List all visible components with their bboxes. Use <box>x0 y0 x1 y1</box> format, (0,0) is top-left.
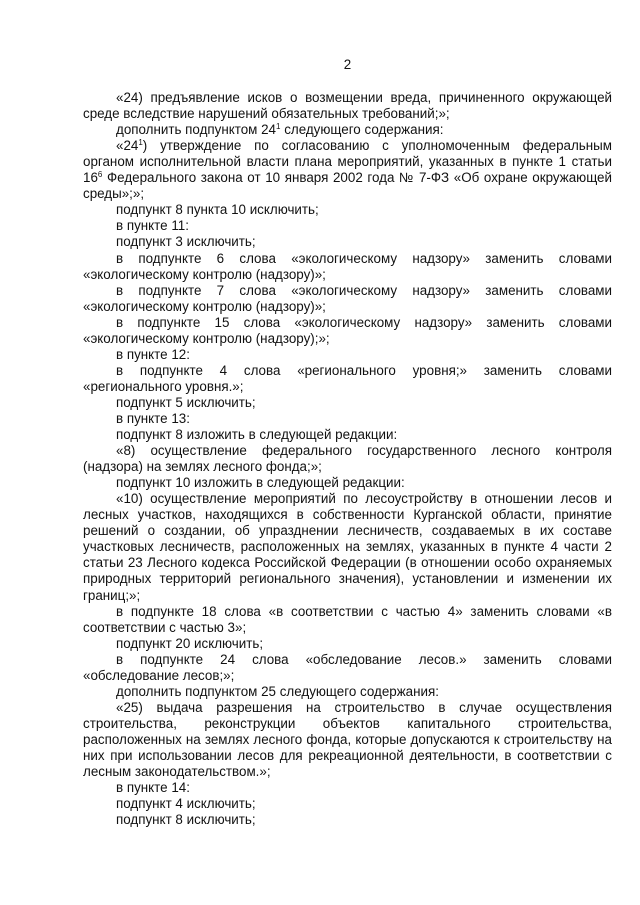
paragraph-text: Федерального закона от 10 января 2002 года № 7-ФЗ «Об охране окружающей среды»;»; <box>83 170 612 202</box>
superscript: 6 <box>97 170 103 180</box>
document-body <box>83 90 612 828</box>
paragraph-text: подпункт 8 изложить в следующей редакции: <box>116 427 398 443</box>
paragraph <box>83 796 612 812</box>
paragraph-text: в подпункте 7 слова «экологическому надзору» заменить словами «экологическому контролю (надзору)»; <box>83 282 612 314</box>
paragraph <box>83 411 612 427</box>
paragraph-text: в пункте 13: <box>116 410 190 426</box>
paragraph <box>83 491 612 603</box>
paragraph-text: подпункт 8 пункта 10 исключить; <box>116 202 319 218</box>
paragraph <box>83 363 612 395</box>
paragraph <box>83 604 612 636</box>
paragraph-text: «8) осуществление федерального государственного лесного контроля (надзора) на землях лесного фонда;»; <box>83 443 612 475</box>
paragraph-text: в подпункте 15 слова «экологическому надзору» заменить словами «экологическому контролю (надзору);»; <box>83 314 612 346</box>
paragraph-text: в подпункте 18 слова «в соответствии с частью 4» заменить словами «в соответствии с частью 3»; <box>83 603 612 635</box>
paragraph-text: дополнить подпунктом 25 следующего содержания: <box>116 683 439 699</box>
paragraph-text: подпункт 8 исключить; <box>116 812 256 828</box>
superscript: 1 <box>138 138 143 148</box>
paragraph <box>83 138 612 202</box>
paragraph-text: в пункте 12: <box>116 346 190 362</box>
paragraph-text: «24 <box>116 138 139 154</box>
paragraph <box>83 636 612 652</box>
paragraph <box>83 812 612 828</box>
paragraph-text: подпункт 10 изложить в следующей редакции: <box>116 475 405 491</box>
paragraph-text: ) утверждение по согласованию с уполномоченным федеральным органом исполнительной власти плана мероприятий, указанных в пункте 1 статьи 16 <box>83 138 612 186</box>
paragraph <box>83 347 612 363</box>
paragraph-text: в пункте 11: <box>116 218 189 234</box>
paragraph <box>83 427 612 443</box>
paragraph <box>83 684 612 700</box>
paragraph <box>83 251 612 283</box>
paragraph <box>83 475 612 491</box>
paragraph-text: «24) предъявление исков о возмещении вреда, причиненного окружающей среде вследствие нарушений обязательных требований;»; <box>83 90 612 122</box>
paragraph <box>83 283 612 315</box>
paragraph-text: «10) осуществление мероприятий по лесоустройству в отношении лесов и лесных участков, находящихся в собственности Курганской области, принятие решений о создании, об упразднении лесничеств, создаваемых в их составе участковых лесничеств, расположенных на землях, указанных в пункте 4 части 2 статьи 23 Лесного кодекса Российской Федерации (в отношении особо охраняемых природных территорий регионального значения), установлении и изменении их границ;»; <box>83 491 612 603</box>
paragraph <box>83 234 612 250</box>
paragraph <box>83 90 612 122</box>
paragraph <box>83 780 612 796</box>
paragraph-text: «25) выдача разрешения на строительство в случае осуществления строительства, реконструкции объектов капитального строительства, расположенных на землях лесного фонда, которые допускаются к строительству на них при использовании лесов для рекреационной деятельности, в соответствии с лесным законодательством.»; <box>83 699 612 780</box>
paragraph <box>83 315 612 347</box>
paragraph-text: дополнить подпунктом 24 <box>116 122 277 138</box>
paragraph-text: в подпункте 24 слова «обследование лесов.» заменить словами «обследование лесов;»; <box>83 651 612 683</box>
paragraph <box>83 443 612 475</box>
paragraph <box>83 395 612 411</box>
paragraph-text: подпункт 3 исключить; <box>116 234 256 250</box>
page-number: 2 <box>343 57 352 72</box>
paragraph-text: в подпункте 4 слова «регионального уровня;» заменить словами «регионального уровня.»; <box>83 362 612 394</box>
paragraph-text: подпункт 20 исключить; <box>116 635 264 651</box>
paragraph <box>83 652 612 684</box>
paragraph-text: подпункт 5 исключить; <box>116 394 256 410</box>
paragraph-text: в пункте 14: <box>116 780 190 796</box>
paragraph <box>83 122 612 138</box>
superscript: 1 <box>276 122 281 132</box>
paragraph <box>83 202 612 218</box>
paragraph-text: в подпункте 6 слова «экологическому надзору» заменить словами «экологическому контролю (надзору)»; <box>83 250 612 282</box>
paragraph <box>83 218 612 234</box>
paragraph <box>83 700 612 780</box>
paragraph-text: следующего содержания: <box>280 122 444 138</box>
paragraph-text: подпункт 4 исключить; <box>116 796 256 812</box>
